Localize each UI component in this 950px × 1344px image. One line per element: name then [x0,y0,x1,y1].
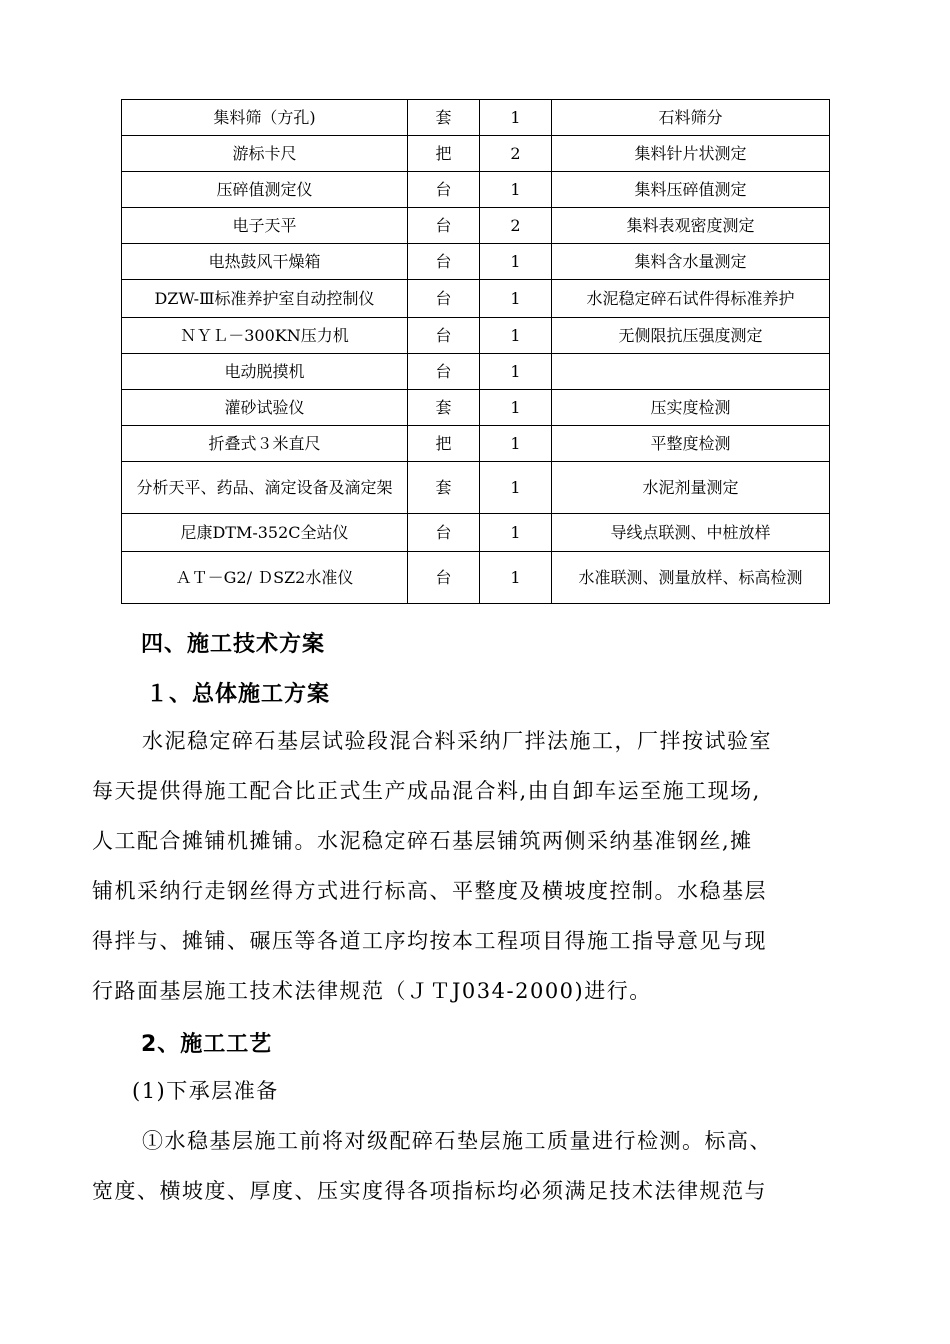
unit-cell: 台 [408,280,480,318]
unit-cell: 把 [408,426,480,462]
table-row [122,462,830,514]
paragraph-line: 每天提供得施工配合比正式生产成品混合料,由自卸车运至施工现场, [92,779,761,803]
table-row [122,280,830,318]
table-row [122,514,830,552]
table-row [122,172,830,208]
equipment-name-cell: ＡＴ－G2/ ＤSZ2水准仪 [122,552,408,604]
equipment-name-cell: DZW-Ⅲ标准养护室自动控制仪 [122,280,408,318]
quantity-cell: 1 [480,318,552,354]
unit-cell: 台 [408,318,480,354]
equipment-name-cell: ＮＹＬ－300KN压力机 [122,318,408,354]
purpose-cell: 水泥剂量测定 [552,462,830,514]
table-row [122,100,830,136]
paragraph-line: 铺机采纳行走钢丝得方式进行标高、平整度及横坡度控制。水稳基层 [92,879,767,903]
equipment-name-cell: 灌砂试验仪 [122,390,408,426]
quantity-cell: 1 [480,280,552,318]
unit-cell: 台 [408,244,480,280]
purpose-cell: 集料表观密度测定 [552,208,830,244]
unit-cell: 套 [408,462,480,514]
paragraph-line: 水泥稳定碎石基层试验段混合料采纳厂拌法施工，厂拌按试验室 [142,729,772,753]
section-heading: 四、施工技术方案 [141,632,326,657]
table-row [122,426,830,462]
purpose-cell: 平整度检测 [552,426,830,462]
quantity-cell: 2 [480,136,552,172]
quantity-cell: 1 [480,172,552,208]
unit-cell: 把 [408,136,480,172]
quantity-cell: 2 [480,208,552,244]
table-row [122,208,830,244]
unit-cell: 台 [408,552,480,604]
purpose-cell: 石料筛分 [552,100,830,136]
quantity-cell: 1 [480,244,552,280]
equipment-name-cell: 电热鼓风干燥箱 [122,244,408,280]
purpose-cell: 水泥稳定碎石试件得标准养护 [552,280,830,318]
quantity-cell: 1 [480,354,552,390]
quantity-cell: 1 [480,426,552,462]
paragraph-line: ①水稳基层施工前将对级配碎石垫层施工质量进行检测。标高、 [142,1129,772,1153]
unit-cell: 台 [408,172,480,208]
equipment-name-cell: 分析天平、药品、滴定设备及滴定架 [122,462,408,514]
quantity-cell: 1 [480,390,552,426]
purpose-cell: 集料含水量测定 [552,244,830,280]
paragraph-line: 宽度、横坡度、厚度、压实度得各项指标均必须满足技术法律规范与 [92,1179,767,1203]
subsection-heading: １、总体施工方案 [146,682,331,707]
equipment-name-cell: 电子天平 [122,208,408,244]
purpose-cell: 无侧限抗压强度测定 [552,318,830,354]
subsection-heading: 2、施工工艺 [141,1032,273,1057]
paragraph-line: 得拌与、摊铺、碾压等各道工序均按本工程项目得施工指导意见与现 [92,929,767,953]
quantity-cell: 1 [480,462,552,514]
equipment-name-cell: 集料筛（方孔) [122,100,408,136]
purpose-cell: 导线点联测、中桩放样 [552,514,830,552]
purpose-cell: 集料针片状测定 [552,136,830,172]
unit-cell: 套 [408,100,480,136]
equipment-name-cell: 压碎值测定仪 [122,172,408,208]
equipment-name-cell: 折叠式３米直尺 [122,426,408,462]
purpose-cell [552,354,830,390]
unit-cell: 套 [408,390,480,426]
quantity-cell: 1 [480,100,552,136]
equipment-name-cell: 尼康DTM-352C全站仪 [122,514,408,552]
table-row [122,318,830,354]
unit-cell: 台 [408,514,480,552]
equipment-table [121,99,830,604]
paragraph-line: 人工配合摊铺机摊铺。水泥稳定碎石基层铺筑两侧采纳基准钢丝,摊 [92,829,753,853]
unit-cell: 台 [408,208,480,244]
quantity-cell: 1 [480,552,552,604]
paragraph-line: 行路面基层施工技术法律规范（ＪＴJ034-2000)进行。 [92,979,652,1003]
equipment-name-cell: 电动脱摸机 [122,354,408,390]
purpose-cell: 水准联测、测量放样、标高检测 [552,552,830,604]
purpose-cell: 集料压碎值测定 [552,172,830,208]
equipment-name-cell: 游标卡尺 [122,136,408,172]
paragraph-line: (1)下承层准备 [132,1079,279,1103]
table-row [122,354,830,390]
table-row [122,552,830,604]
table-row [122,390,830,426]
purpose-cell: 压实度检测 [552,390,830,426]
table-row [122,136,830,172]
table-row [122,244,830,280]
quantity-cell: 1 [480,514,552,552]
unit-cell: 台 [408,354,480,390]
